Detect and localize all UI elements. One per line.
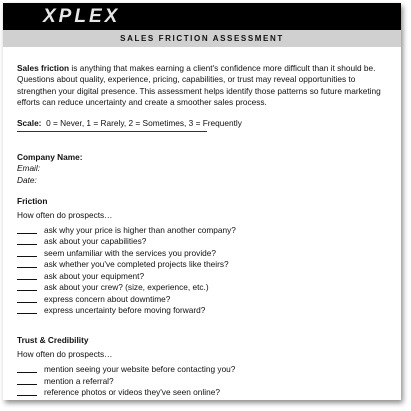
item-text: ask about your crew? (size, experience, etc.) — [44, 282, 209, 293]
section-title: Trust & Credibility — [17, 335, 89, 346]
score-blank[interactable] — [17, 271, 37, 280]
scale-line — [17, 118, 389, 129]
score-blank[interactable] — [17, 376, 37, 385]
document-page — [3, 3, 401, 400]
title-bar — [3, 30, 401, 47]
score-blank[interactable] — [17, 387, 37, 396]
xplex-logo: XPLEX — [43, 6, 121, 27]
item-text: ask why your price is higher than another company? — [44, 225, 236, 236]
score-blank[interactable] — [17, 294, 37, 303]
score-blank[interactable] — [17, 364, 37, 373]
item-text: ask about your equipment? — [44, 270, 145, 281]
document-title: SALES FRICTION ASSESSMENT — [120, 34, 284, 43]
scale-divider — [17, 130, 207, 132]
section-title: Friction — [17, 196, 48, 207]
item-text: seem unfamiliar with the services you provide? — [44, 247, 217, 258]
score-blank[interactable] — [17, 259, 37, 268]
item-text: mention seeing your website before contacting you? — [44, 364, 236, 375]
email-label: Email: — [17, 163, 41, 174]
list-item — [17, 282, 389, 293]
item-text: ask about your capabilities? — [44, 236, 147, 247]
item-text: mention a referral? — [44, 375, 114, 386]
list-item — [17, 387, 389, 398]
date-label: Date: — [17, 174, 37, 185]
list-item — [17, 376, 389, 387]
list-item — [17, 294, 389, 305]
section-subtitle: How often do prospects… — [17, 348, 113, 359]
company-info — [17, 152, 389, 186]
section-friction — [17, 196, 389, 316]
list-item — [17, 259, 389, 270]
score-blank[interactable] — [17, 282, 37, 291]
list-item — [17, 271, 389, 282]
document-body — [17, 63, 389, 398]
intro-paragraph — [17, 63, 389, 109]
section-subtitle: How often do prospects… — [17, 209, 113, 220]
scale-text: 0 = Never, 1 = Rarely, 2 = Sometimes, 3 = Frequently — [46, 117, 242, 128]
list-item — [17, 248, 389, 259]
score-blank[interactable] — [17, 225, 37, 234]
list-item — [17, 225, 389, 236]
score-blank[interactable] — [17, 236, 37, 245]
item-text: express uncertainty before moving forward? — [44, 304, 206, 315]
company-name-label: Company Name: — [17, 152, 83, 163]
score-blank[interactable] — [17, 305, 37, 314]
intro-lead: Sales friction — [17, 63, 70, 73]
scale-label: Scale: — [17, 117, 42, 128]
score-blank[interactable] — [17, 248, 37, 257]
list-item — [17, 364, 389, 375]
section-trust-credibility — [17, 335, 389, 398]
intro-body: is anything that makes earning a client's confidence more difficult than it should be. Questions about quality, experience, pricing, capabilities, or trust may reveal opportunities to strengthen your digital presence. This assessment helps identify those patterns so future marketing efforts can reduce uncertainty and create a smoother sales process. — [17, 63, 381, 108]
list-item — [17, 236, 389, 247]
item-text: reference photos or videos they've seen online? — [44, 386, 220, 397]
item-text: express concern about downtime? — [44, 293, 171, 304]
header-band — [3, 3, 401, 30]
list-item — [17, 305, 389, 316]
section-spacer — [17, 316, 389, 325]
item-text: ask whether you've completed projects like theirs? — [44, 259, 229, 270]
